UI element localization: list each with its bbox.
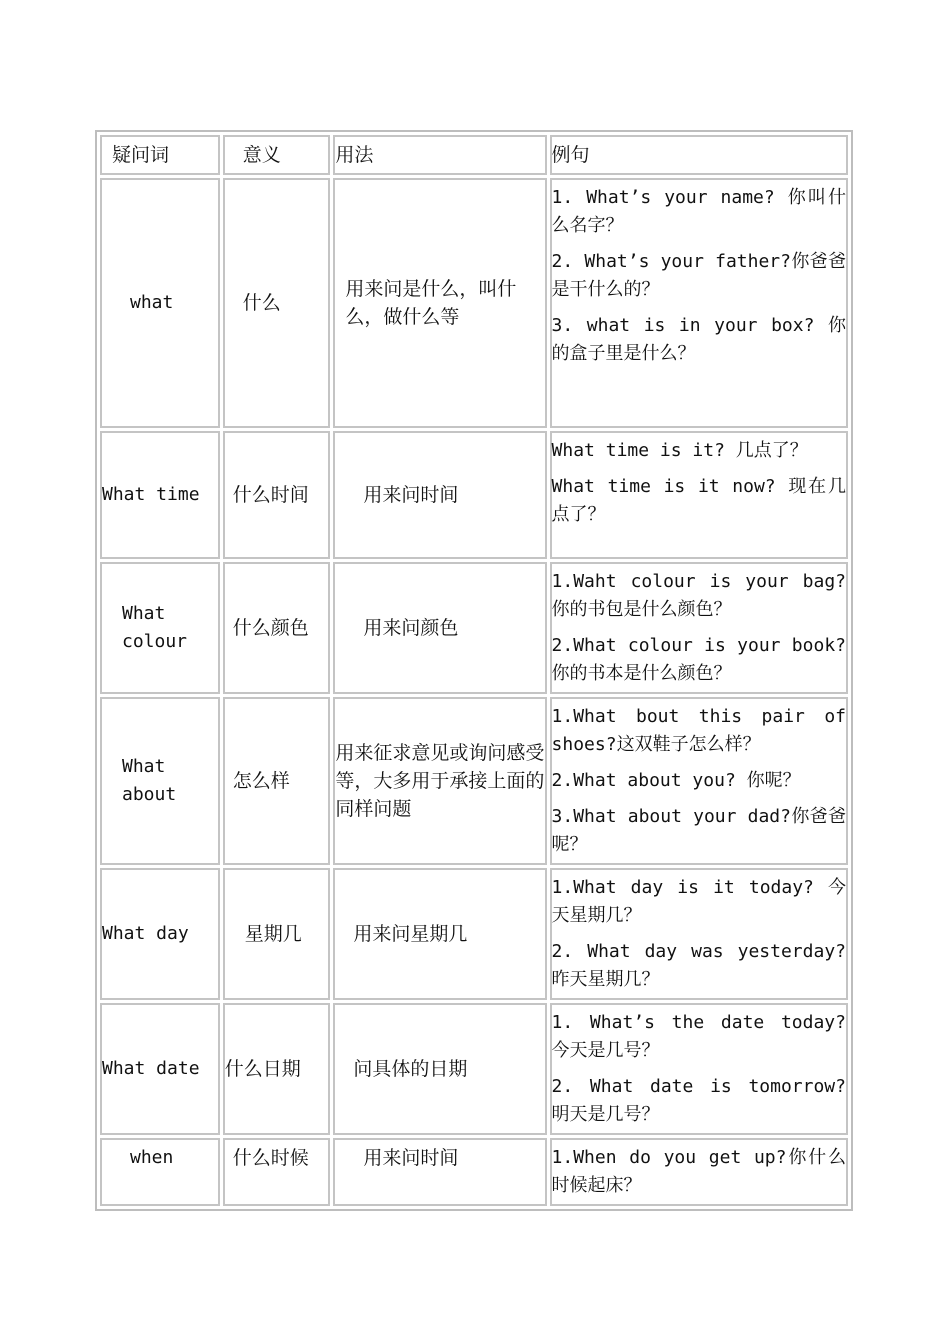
word-cell: What day: [100, 868, 220, 1000]
example-sentence: What time is it now? 现在几点了？: [551, 476, 846, 525]
example-sentence: 1.What day is it today? 今天星期几？: [551, 877, 846, 926]
example-sentence: 1.When do you get up?你什么时候起床？: [551, 1147, 846, 1196]
usage-cell: 用来问是什么，叫什么，做什么等: [333, 178, 546, 428]
example-cell: [550, 1138, 848, 1206]
usage-cell: 问具体的日期: [333, 1003, 546, 1135]
example-cell: [550, 431, 848, 559]
header-example: 例句: [550, 135, 848, 175]
example-sentence: 2.What about you? 你呢？: [551, 770, 801, 791]
example-cell: [550, 562, 848, 694]
header-usage: 用法: [333, 135, 546, 175]
example-sentence: 1.What bout this pair of shoes?这双鞋子怎么样？: [551, 706, 846, 755]
meaning-cell: 怎么样: [223, 697, 331, 865]
example-cell: [550, 178, 848, 428]
table-row: [100, 562, 848, 694]
example-sentence: 1. What’s the date today? 今天是几号？: [551, 1012, 846, 1061]
table-row: [100, 431, 848, 559]
usage-cell: 用来问时间: [333, 431, 546, 559]
usage-cell: 用来问星期几: [333, 868, 546, 1000]
meaning-cell: 什么时间: [223, 431, 331, 559]
word-cell: What time: [100, 431, 220, 559]
header-question-word: 疑问词: [100, 135, 220, 175]
table-row: [100, 868, 848, 1000]
word-cell: when: [100, 1138, 220, 1206]
question-word-table: [95, 130, 853, 1211]
word-cell: what: [100, 178, 220, 428]
table-header-row: [100, 135, 848, 175]
table-row: [100, 1138, 848, 1206]
example-sentence: 3. what is in your box? 你的盒子里是什么？: [551, 315, 846, 364]
example-sentence: 2. What date is tomorrow? 明天是几号？: [551, 1076, 846, 1125]
example-sentence: 1.Waht colour is your bag? 你的书包是什么颜色？: [551, 571, 846, 620]
table-row: [100, 697, 848, 865]
word-cell: What about: [100, 697, 220, 865]
example-cell: [550, 697, 848, 865]
example-sentence: 2. What’s your father?你爸爸是干什么的？: [551, 251, 846, 300]
example-cell: [550, 868, 848, 1000]
usage-cell: 用来征求意见或询问感受等，大多用于承接上面的同样问题: [333, 697, 546, 865]
word-cell: What colour: [100, 562, 220, 694]
question-word-table-grid: [97, 132, 851, 1209]
table-row: [100, 178, 848, 428]
word-cell: What date: [100, 1003, 220, 1135]
header-meaning: 意义: [223, 135, 331, 175]
example-sentence: 1. What’s your name? 你叫什么名字？: [551, 187, 846, 236]
example-sentence: 3.What about your dad?你爸爸呢？: [551, 806, 846, 855]
example-sentence: What time is it? 几点了？: [551, 440, 808, 461]
usage-cell: 用来问时间: [333, 1138, 546, 1206]
example-cell: [550, 1003, 848, 1135]
meaning-cell: 什么时候: [223, 1138, 331, 1206]
meaning-cell: 什么: [223, 178, 331, 428]
meaning-cell: 什么颜色: [223, 562, 331, 694]
example-sentence: 2. What day was yesterday? 昨天星期几？: [551, 941, 846, 990]
meaning-cell: 什么日期: [223, 1003, 331, 1135]
table-row: [100, 1003, 848, 1135]
meaning-cell: 星期几: [223, 868, 331, 1000]
example-sentence: 2.What colour is your book?你的书本是什么颜色？: [551, 635, 846, 684]
usage-cell: 用来问颜色: [333, 562, 546, 694]
